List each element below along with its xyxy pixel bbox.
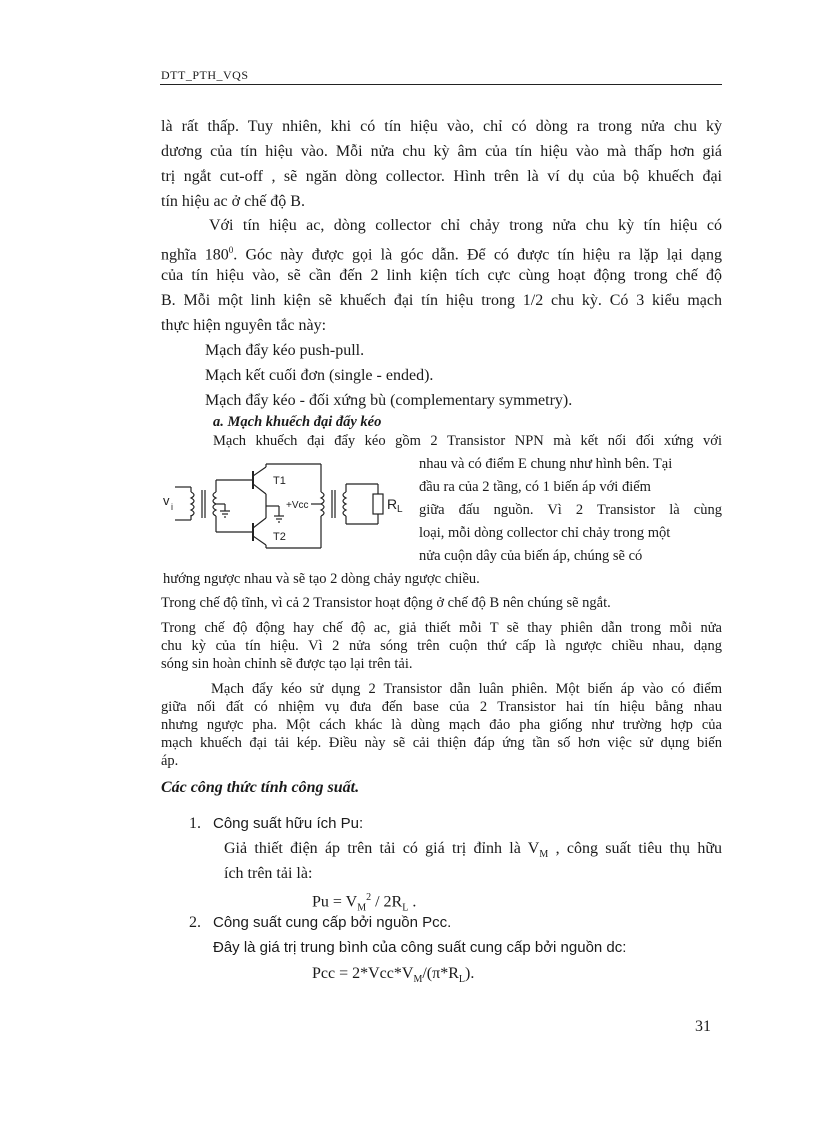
angle-value: nghĩa 180 — [161, 246, 229, 264]
list-item: Mạch kết cuối đơn (single - ended). — [205, 367, 434, 384]
section-title: a. Mạch khuếch đại đẩy kéo — [213, 414, 382, 430]
paragraph-line: trị ngắt cut-off , sẽ ngăn dòng collector. Hình trên là ví dụ của bộ khuếch đại — [161, 168, 722, 185]
rl-label: R — [387, 496, 398, 512]
description-line: Mạch đẩy kéo sử dụng 2 Transistor dẫn luân phiên. Một biến áp vào có điểm — [211, 681, 722, 697]
section-line: hướng ngược nhau và sẽ tạo 2 dòng chảy ngược chiều. — [163, 571, 480, 587]
paragraph-line: thực hiện nguyên tắc này: — [161, 317, 327, 334]
paragraph-line: dương của tín hiệu vào. Mỗi nửa chu kỳ âm của tín hiệu vào mà thấp hơn giá — [161, 143, 722, 160]
list-item: Mạch đẩy kéo - đối xứng bù (complementary symmetry). — [205, 392, 573, 409]
description-line: áp. — [161, 753, 179, 769]
vcc-label: +Vcc — [286, 500, 309, 511]
output-primary-coil — [321, 492, 324, 516]
dynamic-mode-line: sóng sin hoàn chỉnh sẽ được tạo lại trên tải. — [161, 656, 413, 672]
dynamic-mode-line: Trong chế độ động hay chế độ ac, giả thiết mỗi T sẽ thay phiên dẫn trong mỗi nửa — [161, 620, 722, 636]
formula1-desc: ích trên tải là: — [224, 865, 313, 882]
description-line: mạch khuếch đại tải kép. Điều này sẽ cải thiện đáp ứng tần số hơn việc sử dụng biến — [161, 735, 722, 751]
page-number: 31 — [695, 1018, 711, 1035]
section-line: đầu ra của 2 tầng, có 1 biến áp với điểm — [419, 479, 651, 495]
formula2-equation: Pcc = $2*Vcc*V_M/(\pi*R_L)$. — [312, 965, 475, 986]
section-line: nhau và có điểm E chung như hình bên. Tại — [419, 456, 673, 472]
input-primary-coil — [191, 492, 194, 516]
rl-subscript: L — [397, 504, 403, 515]
vi-subscript: i — [171, 502, 173, 512]
vi-label: v — [163, 493, 170, 508]
formula1-number: 1. — [189, 815, 201, 832]
section-line: Mạch khuếch đại đẩy kéo gồm 2 Transistor NPN mà kết nối đối xứng với — [213, 433, 722, 449]
description-line: giữa nối đất có nhiệm vụ đưa đến base của 2 Transistor hai tín hiệu bằng nhau — [161, 699, 722, 715]
push-pull-circuit-diagram — [161, 462, 411, 550]
t2-label: T2 — [273, 531, 286, 543]
header-rule — [160, 84, 722, 85]
paragraph-line: tín hiệu ac ở chế độ B. — [161, 193, 305, 210]
t1-label: T1 — [273, 475, 286, 487]
formula1-desc: Giả thiết điện áp trên tải có giá trị đỉnh là $V_M$ , công suất tiêu thụ hữu — [224, 840, 723, 861]
formula2-heading: Công suất cung cấp bởi nguồn Pcc. — [213, 914, 452, 931]
input-secondary-coil — [213, 492, 216, 516]
angle-degree: 0 — [228, 245, 234, 255]
output-secondary-coil — [343, 492, 346, 516]
load-resistor — [373, 494, 383, 514]
section-line: loại, mỗi dòng collector chỉ chảy trong một — [419, 525, 671, 541]
paragraph-line: là rất thấp. Tuy nhiên, khi có tín hiệu vào, chỉ có dòng ra trong nửa chu kỳ — [161, 118, 722, 135]
running-header: DTT_PTH_VQS — [161, 68, 249, 82]
list-item: Mạch đẩy kéo push-pull. — [205, 342, 365, 359]
dynamic-mode-line: chu kỳ của tín hiệu. Vì 2 nửa sóng trên cuộn thứ cấp là ngược chiều nhau, dạng — [161, 638, 722, 654]
static-mode-text: Trong chế độ tĩnh, vì cả 2 Transistor hoạt động ở chế độ B nên chúng sẽ ngắt. — [161, 595, 611, 611]
formula1-equation: $Pu = V_M^2 / 2R_L$ . — [312, 892, 417, 914]
formulas-heading: Các công thức tính công suất. — [161, 779, 360, 796]
formula2-desc: Đây là giá trị trung bình của công suất cung cấp bởi nguồn dc: — [213, 939, 627, 956]
description-line: nhưng ngược pha. Một cách khác là dùng mạch đảo pha giống như trường hợp của — [161, 717, 722, 733]
formula2-number: 2. — [189, 914, 201, 931]
paragraph-line: Với tín hiệu ac, dòng collector chỉ chảy trong nửa chu kỳ tín hiệu có — [209, 217, 722, 234]
section-line: nửa cuộn dây của biến áp, chúng sẽ có — [419, 548, 643, 564]
paragraph-line: của tín hiệu vào, sẽ cần đến 2 linh kiện tích cực cùng hoạt động trong chế độ — [161, 267, 722, 284]
section-line: giữa đấu nguồn. Vì 2 Transistor là cùng — [419, 502, 722, 518]
formula1-heading: Công suất hữu ích Pu: — [213, 815, 364, 832]
paragraph-line: nghĩa $180^0$. Góc này được gọi là góc dẫn. Để có được tín hiệu ra lặp lại dạng — [161, 245, 723, 264]
paragraph-line: B. Mỗi một linh kiện sẽ khuếch đại tín hiệu trong 1/2 chu kỳ. Có 3 kiểu mạch — [161, 292, 722, 309]
